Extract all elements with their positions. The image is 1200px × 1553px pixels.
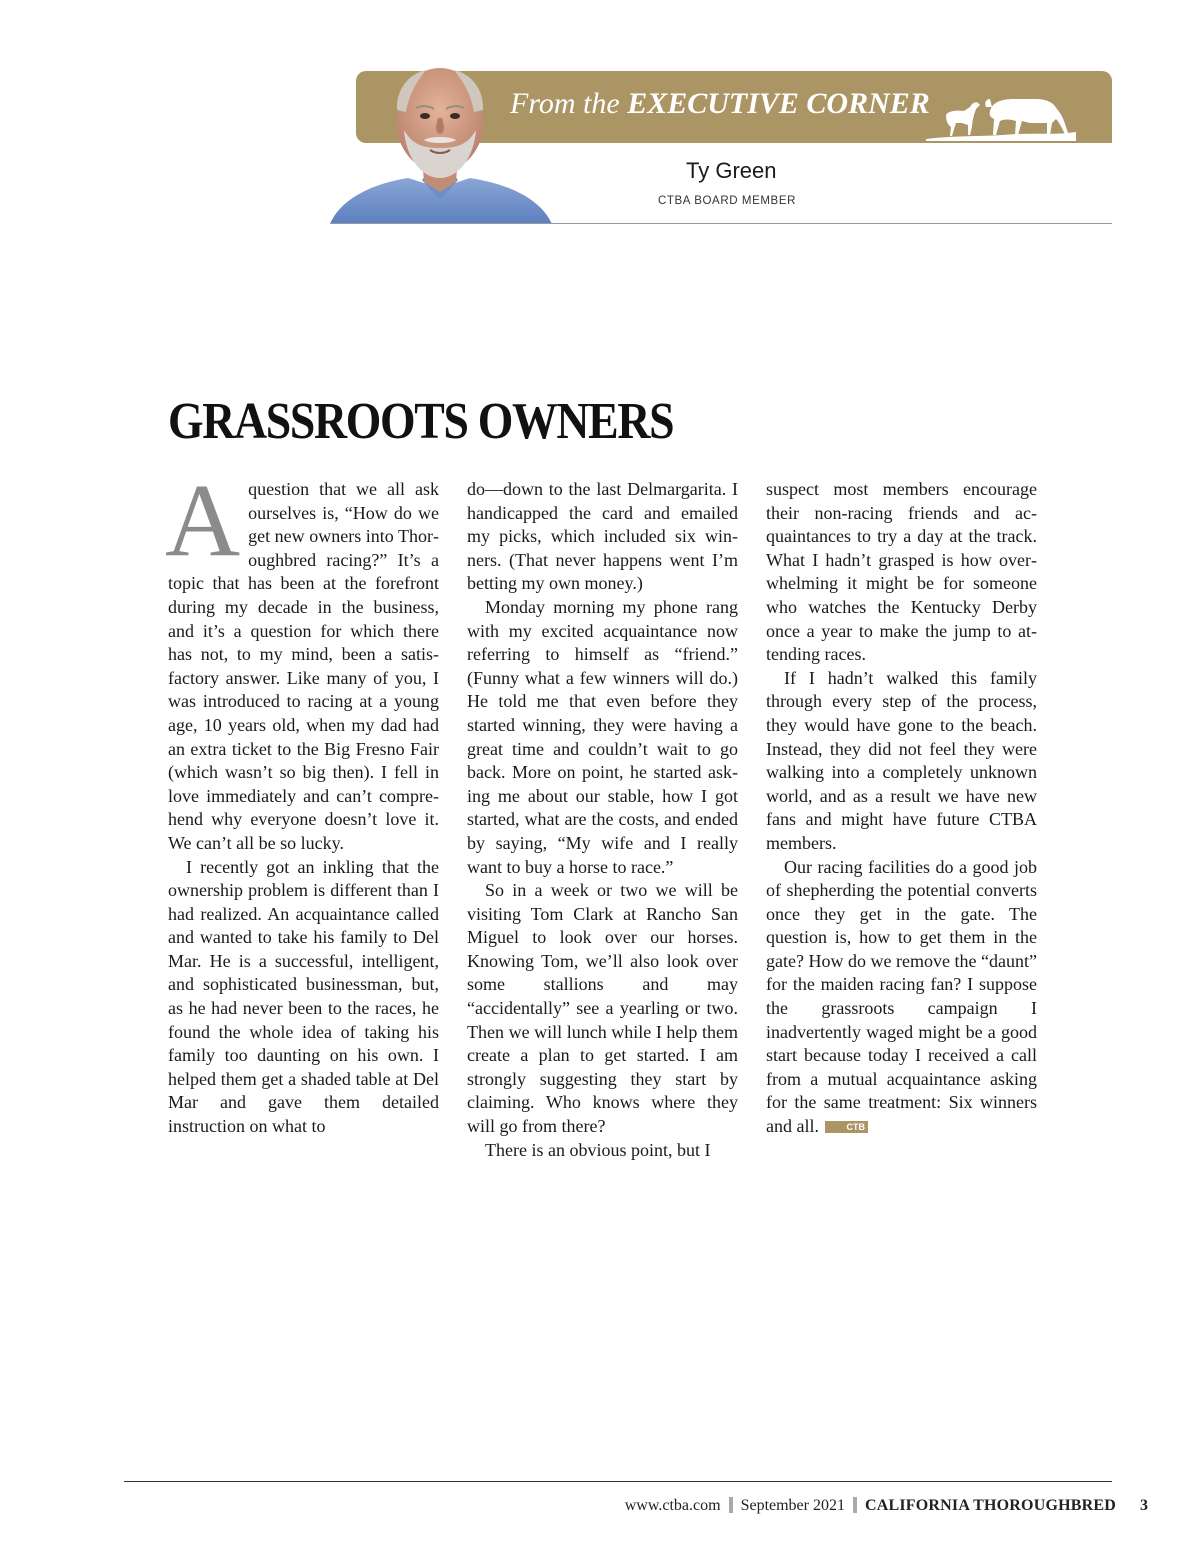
article-column-3 — [766, 478, 1037, 1139]
paragraph-text: Our racing facilities do a good job of shepherding the potential converts once they get in the gate. The question is, how to get them in the gate? How do we remove the “daunt” for the maiden racing fan? I suppose the grassroots campaign I inadvertently waged might be a good start because today I received a call from a mutual acquaintance asking for the same treatment: Six winners and all. — [766, 856, 1037, 1137]
article-paragraph: So in a week or two we will be visiting Tom Clark at Rancho San Miguel to look over our horses. Knowing Tom, we’ll also look over some stallions and may “accidentally” see a yearling or two. Then we will lunch while I help them create a plan to get started. I am strongly suggesting they start by claiming. Who knows where they will go from there? — [467, 880, 738, 1137]
author-portrait — [330, 60, 552, 224]
banner-title — [510, 87, 930, 121]
footer-magazine: CALIFORNIA THOROUGHBRED — [864, 1497, 1116, 1514]
author-role: CTBA BOARD MEMBER — [658, 195, 796, 207]
footer-separator — [729, 1497, 733, 1513]
horses-silhouette-icon — [926, 85, 1076, 141]
footer-divider — [124, 1481, 1112, 1482]
page-footer — [625, 1497, 1148, 1515]
article-headline: GRASSROOTS OWNERS — [168, 393, 674, 450]
article-paragraph: do—down to the last Delmargarita. I handicapped the card and emailed my picks, which included six winners. (That never happens went I’m betting my own money.) — [467, 479, 738, 594]
article-paragraph: There is an obvious point, but I — [485, 1139, 711, 1160]
article-paragraph: If I hadn’t walked this family through every step of the process, they would have gone to the beach. Instead, they did not feel they were walking into a completely unknown world, and as a result we have new fans and might have future CTBA members. — [766, 667, 1037, 853]
banner-prefix: From the — [510, 87, 620, 120]
article-paragraph — [766, 856, 1037, 1139]
article-column-2 — [467, 478, 738, 1162]
drop-cap: A — [165, 463, 241, 578]
footer-issue: September 2021 — [740, 1497, 845, 1514]
page-number: 3 — [1140, 1497, 1148, 1514]
article-paragraph: Monday morning my phone rang with my excited acquaintance now referring to himself as “friend.” (Funny what a few winners will do.) He told me that even before they started winning, they were having a great time and couldn’t wait to go back. More on point, he started asking me about our stable, how I got started, what are the costs, and ended by saying, “My wife and I really want to buy a horse to race.” — [467, 596, 738, 877]
ctb-end-mark-icon: CTB — [825, 1121, 868, 1133]
header-divider — [330, 223, 1112, 224]
author-name: Ty Green — [686, 158, 777, 183]
footer-separator — [853, 1497, 857, 1513]
article-paragraph: suspect most members encourage their non-racing friends and acquaintances to try a day at the track. What I hadn’t grasped is how overwhelming it might be for someone who watches the Kentucky Derby once a year to make the jump to attending races. — [766, 479, 1037, 665]
footer-website: www.ctba.com — [624, 1497, 721, 1514]
banner-title-text: EXECUTIVE CORNER — [627, 87, 930, 120]
article-paragraph: I recently got an inkling that the ownership problem is different than I had realized. An acquaintance called and wanted to take his family to Del Mar. He is a successful, intelligent, and sophisticated businessman, but, as he had never been to the races, he found the whole idea of taking his family too daunting on his own. I helped them get a shaded table at Del Mar and gave them detailed instruction on what to — [168, 856, 439, 1137]
article-column-1 — [165, 463, 439, 1139]
article-paragraph — [165, 463, 439, 856]
paragraph-text: question that we all ask ourselves is, “How do we get new owners into Thoroughbred racing?” It’s a topic that has been at the forefront during my decade in the business, and it’s a question for which there has not, to my mind, been a satisfactory answer. Like many of you, I was introduced to racing at a young age, 10 years old, when my dad had an extra ticket to the Big Fresno Fair (which wasn’t so big then). I fell in love immediately and can’t comprehend why everyone doesn’t love it. We can’t all be so lucky. — [168, 479, 439, 853]
